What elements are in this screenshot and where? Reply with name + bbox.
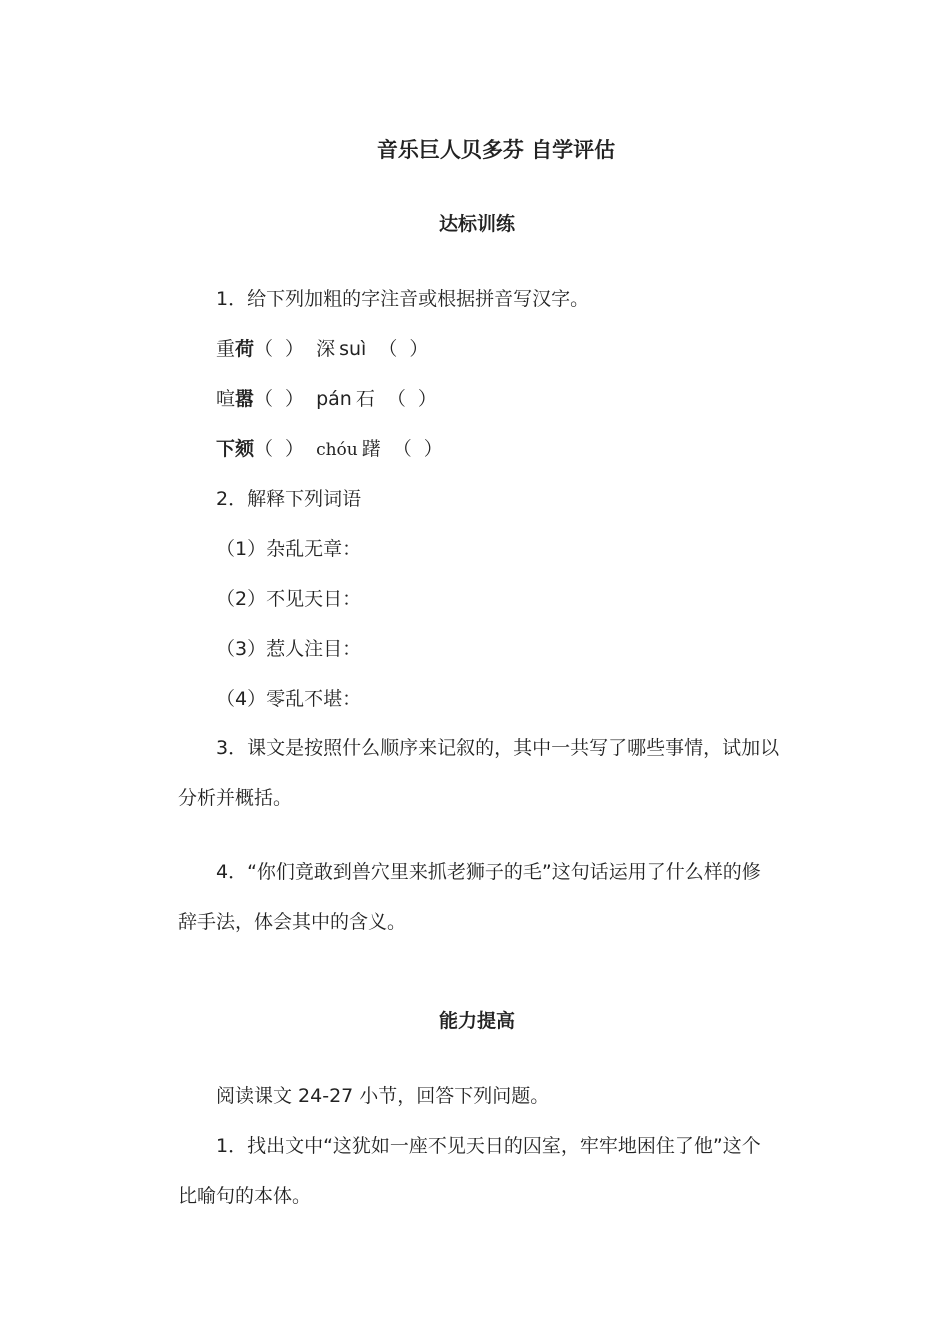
row-2-right-close-paren: ） bbox=[417, 388, 437, 410]
question-4-line-2: 辞手法，体会其中的含义。 bbox=[178, 911, 407, 933]
row-3-close-paren: ） bbox=[285, 438, 305, 460]
question-3-line-1: 3．课文是按照什么顺序来记叙的，其中一共写了哪些事情，试加以 bbox=[216, 737, 780, 759]
question-2-item-1: （1）杂乱无章： bbox=[216, 538, 362, 560]
document-title: 音乐巨人贝多芬 自学评估 bbox=[376, 138, 616, 162]
row-3-right-close-paren: ） bbox=[423, 438, 443, 460]
question-2-item-4: （4）零乱不堪： bbox=[216, 688, 362, 710]
row-1-open-paren: （ bbox=[254, 338, 274, 360]
row-1-right-open-paren: （ bbox=[378, 338, 398, 360]
reading-question-1-line-2: 比喻句的本体。 bbox=[178, 1185, 312, 1207]
row-2-bold-char: 嚣 bbox=[235, 388, 255, 410]
question-1-row-2 bbox=[216, 387, 437, 411]
question-2-text: 2．解释下列词语 bbox=[216, 488, 362, 510]
section-heading-training: 达标训练 bbox=[438, 213, 515, 235]
row-3-right-char: 躇 bbox=[361, 438, 381, 460]
question-1-row-3 bbox=[216, 437, 443, 462]
row-3-right-open-paren: （ bbox=[392, 438, 412, 460]
row-1-close-paren: ） bbox=[285, 338, 305, 360]
row-2-open-paren: （ bbox=[254, 388, 274, 410]
reading-intro: 阅读课文 24-27 小节，回答下列问题。 bbox=[216, 1085, 550, 1107]
row-2-close-paren: ） bbox=[285, 388, 305, 410]
question-3-line-2: 分析并概括。 bbox=[178, 787, 293, 809]
row-3-open-paren: （ bbox=[254, 438, 274, 460]
question-4-line-1: 4．“你们竟敢到兽穴里来抓老狮子的毛”这句话运用了什么样的修 bbox=[216, 861, 761, 883]
row-1-right-close-paren: ） bbox=[409, 338, 429, 360]
row-2-plain: 喧 bbox=[216, 388, 236, 410]
row-3-bold-char: 颏 bbox=[235, 438, 255, 460]
row-1-right-plain: 深 bbox=[316, 338, 336, 360]
question-2-item-2: （2）不见天日： bbox=[216, 588, 362, 610]
question-1-text: 1．给下列加粗的字注音或根据拼音写汉字。 bbox=[216, 288, 590, 310]
section-heading-ability: 能力提高 bbox=[438, 1010, 515, 1032]
row-1-right-pinyin: suì bbox=[339, 338, 367, 360]
question-1-row-1 bbox=[216, 337, 428, 361]
row-1-plain: 重 bbox=[216, 338, 236, 360]
reading-question-1-line-1: 1．找出文中“这犹如一座不见天日的囚室，牢牢地困住了他”这个 bbox=[216, 1135, 761, 1157]
row-1-bold-char: 荷 bbox=[235, 338, 255, 360]
question-2-item-3: （3）惹人注目： bbox=[216, 638, 362, 660]
row-2-right-open-paren: （ bbox=[386, 388, 406, 410]
row-3-plain: 下 bbox=[216, 438, 236, 460]
row-2-right-pinyin: pán bbox=[316, 388, 352, 410]
row-3-right-pinyin: chóu bbox=[316, 440, 358, 460]
row-2-right-char: 石 bbox=[355, 388, 375, 410]
